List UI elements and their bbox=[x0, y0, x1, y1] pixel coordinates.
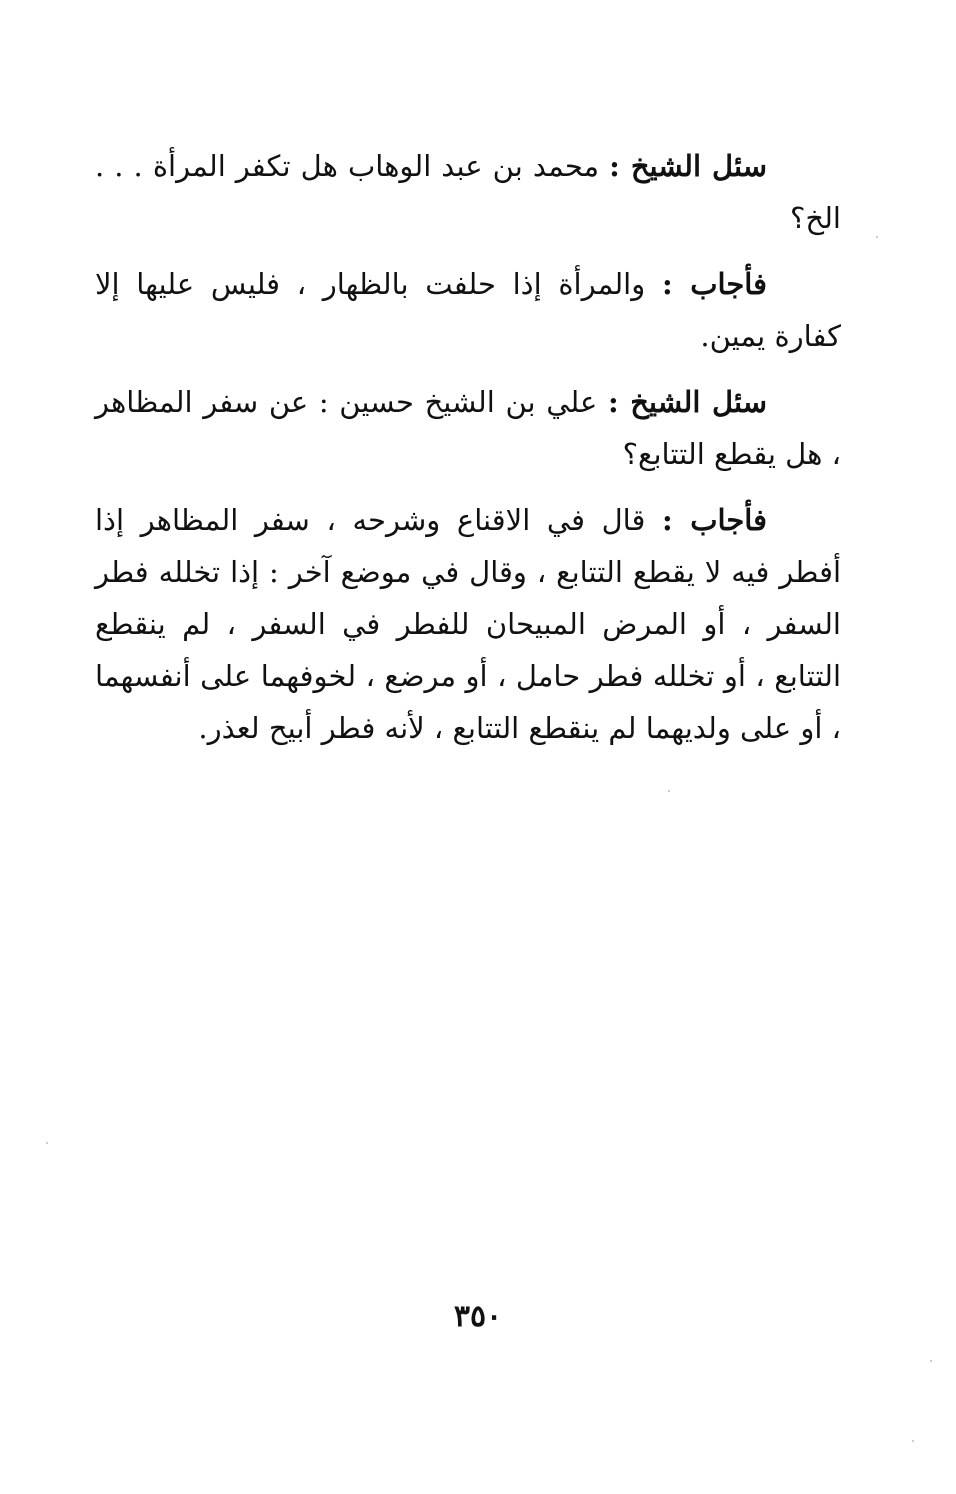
paragraph-lead: فأجاب : bbox=[661, 267, 767, 301]
paragraph-text: محمد بن عبد الوهاب هل تكفر المرأة . . . الخ؟ bbox=[95, 149, 841, 235]
paragraph-text: علي بن الشيخ حسين : عن سفر المظاهر ، هل يقطع التتابع؟ bbox=[95, 385, 841, 471]
scan-speck bbox=[668, 790, 670, 792]
scan-speck bbox=[46, 1142, 48, 1144]
paragraph-text: والمرأة إذا حلفت بالظهار ، فليس عليها إلا كفارة يمين. bbox=[95, 267, 841, 353]
page-number: ٣٥٠ bbox=[453, 1299, 503, 1334]
scan-speck bbox=[930, 1360, 932, 1362]
scan-speck bbox=[912, 1440, 914, 1442]
scan-speck bbox=[876, 236, 878, 238]
paragraph-lead: سئل الشيخ : bbox=[609, 149, 768, 183]
question-paragraph bbox=[95, 376, 841, 480]
paragraph-text: قال في الاقناع وشرحه ، سفر المظاهر إذا أفطر فيه لا يقطع التتابع ، وقال في موضع آخر : إذا تخلله فطر السفر ، أو المرض المبيحان للفطر في السفر ، لم ينقطع التتابع ، أو تخلله فطر حامل ، أو مرضع ، لخوفهما على أنفسهما ، أو على ولديهما لم ينقطع التتابع ، لأنه فطر أبيح لعذر. bbox=[95, 503, 841, 745]
paragraph-lead: سئل الشيخ : bbox=[607, 385, 767, 419]
answer-paragraph bbox=[95, 494, 841, 754]
paragraph-lead: فأجاب : bbox=[662, 503, 767, 537]
answer-paragraph bbox=[95, 258, 841, 362]
question-paragraph bbox=[95, 140, 841, 244]
body-text bbox=[95, 140, 841, 768]
